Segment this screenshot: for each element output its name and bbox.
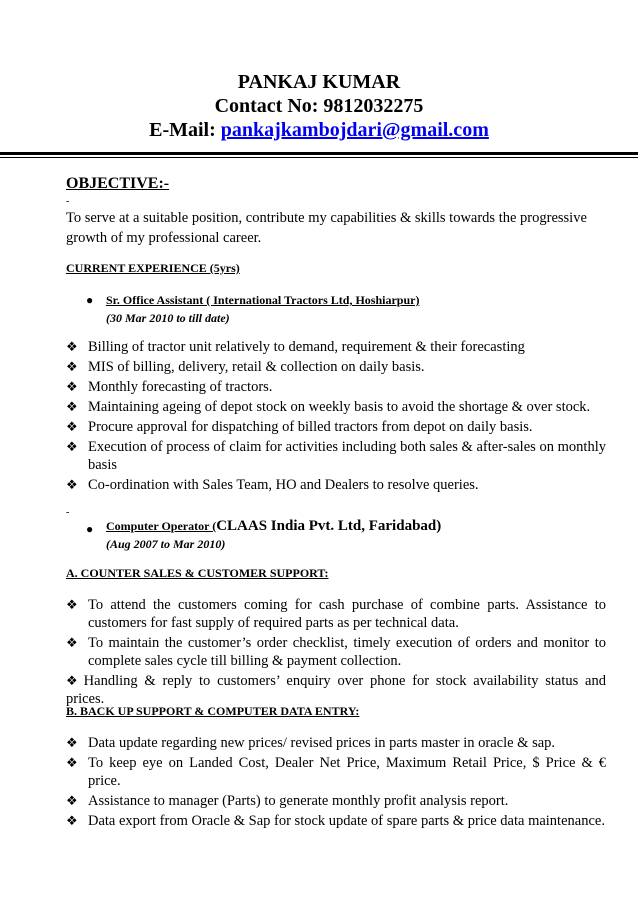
- email-label: E-Mail:: [149, 119, 221, 141]
- section-a-heading: A. COUNTER SALES & CUSTOMER SUPPORT:: [66, 566, 329, 580]
- list-item: ❖ Billing of tractor unit relatively to demand, requirement & their forecasting: [66, 339, 525, 355]
- list-item: ❖ Handling & reply to customers’ enquiry over phone for stock availability status and prices.: [66, 673, 606, 707]
- list-item: ❖ Procure approval for dispatching of billed tractors from depot on daily basis.: [66, 419, 533, 435]
- list-item: ❖ MIS of billing, delivery, retail & collection on daily basis.: [66, 359, 425, 375]
- email-link[interactable]: pankajkambojdari@gmail.com: [220, 119, 489, 141]
- bullet-dot: ●: [86, 293, 94, 307]
- resume-header: [0, 70, 638, 142]
- job1-duties-list: [66, 338, 606, 496]
- spacer-mark: -: [66, 196, 70, 207]
- list-item: ❖ To attend the customers coming for cash purchase of combine parts. Assistance to customers for fast supply of required parts as per technical data.: [66, 597, 606, 631]
- spacer-mark: -: [66, 507, 70, 518]
- job1-entry: [86, 291, 606, 327]
- current-experience-heading: CURRENT EXPERIENCE (5yrs): [66, 261, 240, 275]
- job2-entry: [86, 517, 606, 553]
- list-item: ❖ Execution of process of claim for activities including both sales & after-sales on monthly basis: [66, 439, 606, 473]
- list-item: ❖ Maintaining ageing of depot stock on weekly basis to avoid the shortage & over stock.: [66, 399, 591, 415]
- section-b-heading: B. BACK UP SUPPORT & COMPUTER DATA ENTRY:: [66, 704, 360, 718]
- section-a-list: [66, 596, 606, 710]
- list-item: ❖ Co-ordination with Sales Team, HO and Dealers to resolve queries.: [66, 477, 479, 493]
- list-item: ❖ Data export from Oracle & Sap for stock update of spare parts & price data maintenance.: [66, 813, 605, 829]
- list-item: ❖ Monthly forecasting of tractors.: [66, 379, 273, 395]
- candidate-name: PANKAJ KUMAR: [237, 71, 401, 93]
- section-b-list: [66, 734, 606, 832]
- header-divider-thin: [0, 157, 638, 158]
- list-item: ❖ To keep eye on Landed Cost, Dealer Net Price, Maximum Retail Price, $ Price & € price.: [66, 755, 606, 789]
- job2-title: Computer Operator (CLAAS India Pvt. Ltd, Faridabad): [106, 518, 442, 534]
- list-item: ❖ To maintain the customer’s order checklist, timely execution of orders and monitor to complete sales cycle till billing & payment collection.: [66, 635, 606, 669]
- contact-number: Contact No: 9812032275: [214, 95, 424, 117]
- job1-title: Sr. Office Assistant ( International Tractors Ltd, Hoshiarpur): [106, 293, 420, 307]
- list-item: ❖ Data update regarding new prices/ revised prices in parts master in oracle & sap.: [66, 735, 556, 751]
- objective-heading: OBJECTIVE:-: [66, 175, 170, 192]
- job1-dates: (30 Mar 2010 to till date): [106, 311, 230, 325]
- job2-dates: (Aug 2007 to Mar 2010): [106, 537, 226, 551]
- header-divider-thick: [0, 152, 638, 155]
- objective-text: To serve at a suitable position, contribute my capabilities & skills towards the progressive growth of my professional career.: [66, 210, 587, 246]
- bullet-dot: ●: [86, 522, 94, 536]
- email-line: [0, 118, 638, 142]
- list-item: ❖ Assistance to manager (Parts) to generate monthly profit analysis report.: [66, 793, 509, 809]
